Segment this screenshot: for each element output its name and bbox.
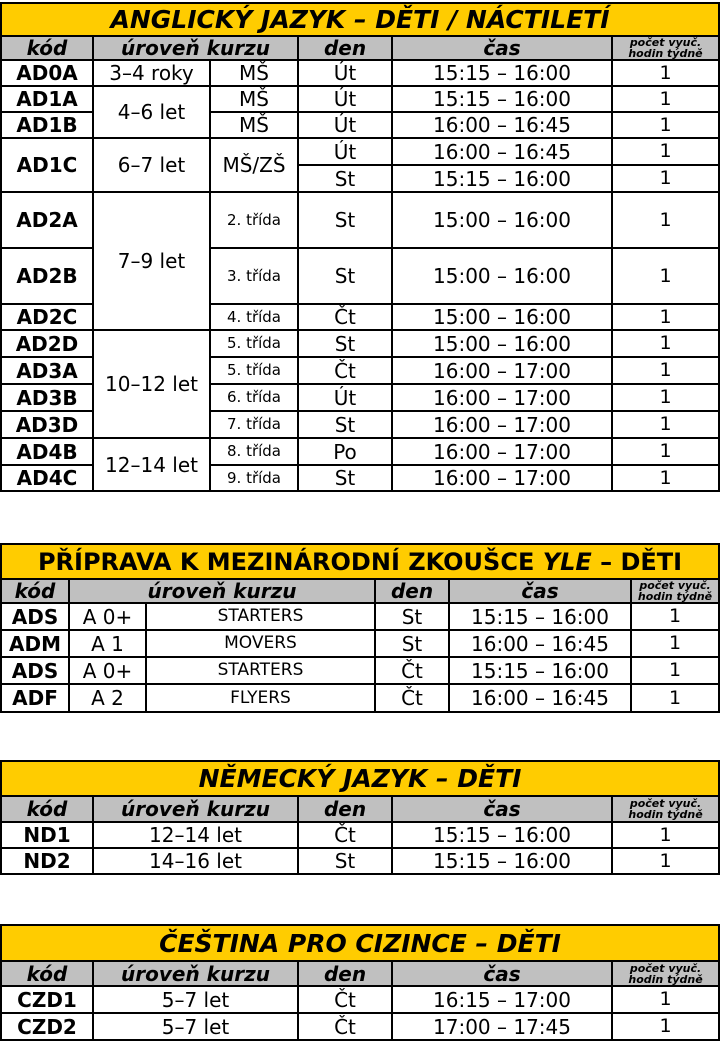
age-group: 6–7 let [93, 138, 210, 192]
column-header-time: čas [449, 579, 631, 603]
weekly-hours: 1 [612, 112, 719, 138]
age-group: 7–9 let [93, 192, 210, 330]
weekly-hours: 1 [631, 603, 719, 630]
course-day: St [298, 330, 392, 357]
column-header-code: kód [1, 796, 93, 822]
column-header-hours: počet vyuč. hodin týdně [612, 36, 719, 60]
course-time: 15:00 – 16:00 [392, 192, 612, 248]
weekly-hours: 1 [612, 165, 719, 192]
course-time: 16:00 – 16:45 [449, 630, 631, 657]
course-code: AD3A [1, 357, 93, 384]
course-time: 16:00 – 17:00 [392, 411, 612, 438]
column-header-level: úroveň kurzu [69, 579, 375, 603]
exam-level: MOVERS [146, 630, 375, 657]
german-course-table [0, 760, 720, 875]
table-row [1, 822, 719, 848]
course-day: Čt [375, 684, 449, 712]
school-level: 6. třída [210, 384, 298, 411]
age-group: 12–14 let [93, 822, 298, 848]
weekly-hours: 1 [612, 411, 719, 438]
weekly-hours: 1 [612, 822, 719, 848]
column-header-day: den [298, 961, 392, 986]
school-level: 8. třída [210, 438, 298, 465]
table-row [1, 630, 719, 657]
course-day: St [375, 630, 449, 657]
column-header-code: kód [1, 36, 93, 60]
course-time: 15:15 – 16:00 [392, 822, 612, 848]
table-row [1, 330, 719, 357]
english-course-table [0, 2, 720, 492]
table-row [1, 138, 719, 165]
section-title: ČEŠTINA PRO CIZINCE – DĚTI [1, 925, 719, 961]
course-day: Čt [298, 986, 392, 1013]
school-level: MŠ/ZŠ [210, 138, 298, 192]
weekly-hours: 1 [612, 330, 719, 357]
column-header-day: den [375, 579, 449, 603]
table-row [1, 986, 719, 1013]
course-time: 15:15 – 16:00 [392, 60, 612, 86]
school-level: MŠ [210, 60, 298, 86]
age-group: 5–7 let [93, 1013, 298, 1040]
weekly-hours: 1 [612, 248, 719, 304]
course-code: AD2C [1, 304, 93, 330]
age-group: 12–14 let [93, 438, 210, 491]
course-code: AD1A [1, 86, 93, 112]
course-code: ND2 [1, 848, 93, 874]
course-code: ADS [1, 603, 69, 630]
table-row [1, 684, 719, 712]
column-header-day: den [298, 36, 392, 60]
course-code: ADM [1, 630, 69, 657]
course-code: CZD2 [1, 1013, 93, 1040]
weekly-hours: 1 [612, 192, 719, 248]
weekly-hours: 1 [612, 86, 719, 112]
column-header-time: čas [392, 36, 612, 60]
course-code: AD2B [1, 248, 93, 304]
course-day: Út [298, 60, 392, 86]
column-header-time: čas [392, 796, 612, 822]
age-group: 3–4 roky [93, 60, 210, 86]
course-day: St [375, 603, 449, 630]
weekly-hours: 1 [612, 60, 719, 86]
table-row [1, 438, 719, 465]
course-time: 15:15 – 16:00 [392, 86, 612, 112]
course-time: 16:00 – 16:45 [449, 684, 631, 712]
column-header-hours: počet vyuč. hodin týdně [612, 961, 719, 986]
school-level: 5. třída [210, 330, 298, 357]
table-row [1, 1013, 719, 1040]
school-level: 7. třída [210, 411, 298, 438]
course-day: Út [298, 86, 392, 112]
column-header-day: den [298, 796, 392, 822]
course-day: Út [298, 138, 392, 165]
course-code: AD1B [1, 112, 93, 138]
course-code: CZD1 [1, 986, 93, 1013]
course-time: 16:15 – 17:00 [392, 986, 612, 1013]
course-time: 15:15 – 16:00 [449, 657, 631, 684]
column-header-code: kód [1, 961, 93, 986]
school-level: MŠ [210, 86, 298, 112]
course-time: 16:00 – 16:45 [392, 112, 612, 138]
course-time: 15:15 – 16:00 [449, 603, 631, 630]
table-row [1, 60, 719, 86]
course-time: 16:00 – 17:00 [392, 384, 612, 411]
course-day: Čt [298, 822, 392, 848]
course-time: 16:00 – 16:45 [392, 138, 612, 165]
yle-course-table [0, 543, 720, 713]
exam-level: STARTERS [146, 657, 375, 684]
section-title: ANGLICKÝ JAZYK – DĚTI / NÁCTILETÍ [1, 3, 719, 36]
course-code: ND1 [1, 822, 93, 848]
course-time: 16:00 – 17:00 [392, 438, 612, 465]
course-day: St [298, 411, 392, 438]
course-day: Út [298, 384, 392, 411]
course-day: Út [298, 112, 392, 138]
age-group: 10–12 let [93, 330, 210, 438]
weekly-hours: 1 [631, 684, 719, 712]
weekly-hours: 1 [612, 848, 719, 874]
column-header-hours: počet vyuč. hodin týdně [631, 579, 719, 603]
school-level: 9. třída [210, 465, 298, 491]
section-title: NĚMECKÝ JAZYK – DĚTI [1, 761, 719, 796]
weekly-hours: 1 [631, 657, 719, 684]
cefr-level: A 1 [69, 630, 146, 657]
course-day: Čt [375, 657, 449, 684]
weekly-hours: 1 [612, 384, 719, 411]
column-header-hours: počet vyuč. hodin týdně [612, 796, 719, 822]
section-title: PŘÍPRAVA K MEZINÁRODNÍ ZKOUŠCE YLE – DĚTI [1, 544, 719, 579]
course-day: St [298, 248, 392, 304]
course-time: 15:15 – 16:00 [392, 165, 612, 192]
course-code: ADS [1, 657, 69, 684]
cefr-level: A 2 [69, 684, 146, 712]
course-time: 15:15 – 16:00 [392, 848, 612, 874]
course-code: AD2D [1, 330, 93, 357]
weekly-hours: 1 [612, 1013, 719, 1040]
table-row [1, 86, 719, 112]
school-level: MŠ [210, 112, 298, 138]
course-code: AD0A [1, 60, 93, 86]
course-day: Čt [298, 1013, 392, 1040]
course-code: AD4B [1, 438, 93, 465]
course-time: 15:00 – 16:00 [392, 248, 612, 304]
weekly-hours: 1 [612, 138, 719, 165]
course-day: Po [298, 438, 392, 465]
weekly-hours: 1 [612, 438, 719, 465]
weekly-hours: 1 [612, 465, 719, 491]
column-header-time: čas [392, 961, 612, 986]
age-group: 5–7 let [93, 986, 298, 1013]
course-time: 15:00 – 16:00 [392, 304, 612, 330]
course-code: AD4C [1, 465, 93, 491]
course-day: St [298, 165, 392, 192]
school-level: 3. třída [210, 248, 298, 304]
weekly-hours: 1 [612, 986, 719, 1013]
exam-level: FLYERS [146, 684, 375, 712]
course-code: AD1C [1, 138, 93, 192]
school-level: 4. třída [210, 304, 298, 330]
cefr-level: A 0+ [69, 657, 146, 684]
age-group: 4–6 let [93, 86, 210, 138]
czech-course-table [0, 924, 720, 1041]
course-code: AD3D [1, 411, 93, 438]
course-day: Čt [298, 357, 392, 384]
course-code: AD3B [1, 384, 93, 411]
cefr-level: A 0+ [69, 603, 146, 630]
age-group: 14–16 let [93, 848, 298, 874]
school-level: 2. třída [210, 192, 298, 248]
table-row [1, 657, 719, 684]
course-day: St [298, 465, 392, 491]
column-header-level: úroveň kurzu [93, 36, 298, 60]
column-header-level: úroveň kurzu [93, 796, 298, 822]
course-time: 16:00 – 17:00 [392, 465, 612, 491]
school-level: 5. třída [210, 357, 298, 384]
course-day: St [298, 192, 392, 248]
course-day: Čt [298, 304, 392, 330]
course-code: ADF [1, 684, 69, 712]
table-row [1, 192, 719, 248]
course-day: St [298, 848, 392, 874]
column-header-level: úroveň kurzu [93, 961, 298, 986]
course-code: AD2A [1, 192, 93, 248]
weekly-hours: 1 [612, 304, 719, 330]
course-time: 16:00 – 17:00 [392, 357, 612, 384]
table-row [1, 848, 719, 874]
weekly-hours: 1 [612, 357, 719, 384]
weekly-hours: 1 [631, 630, 719, 657]
exam-level: STARTERS [146, 603, 375, 630]
column-header-code: kód [1, 579, 69, 603]
table-row [1, 603, 719, 630]
course-time: 15:00 – 16:00 [392, 330, 612, 357]
course-time: 17:00 – 17:45 [392, 1013, 612, 1040]
